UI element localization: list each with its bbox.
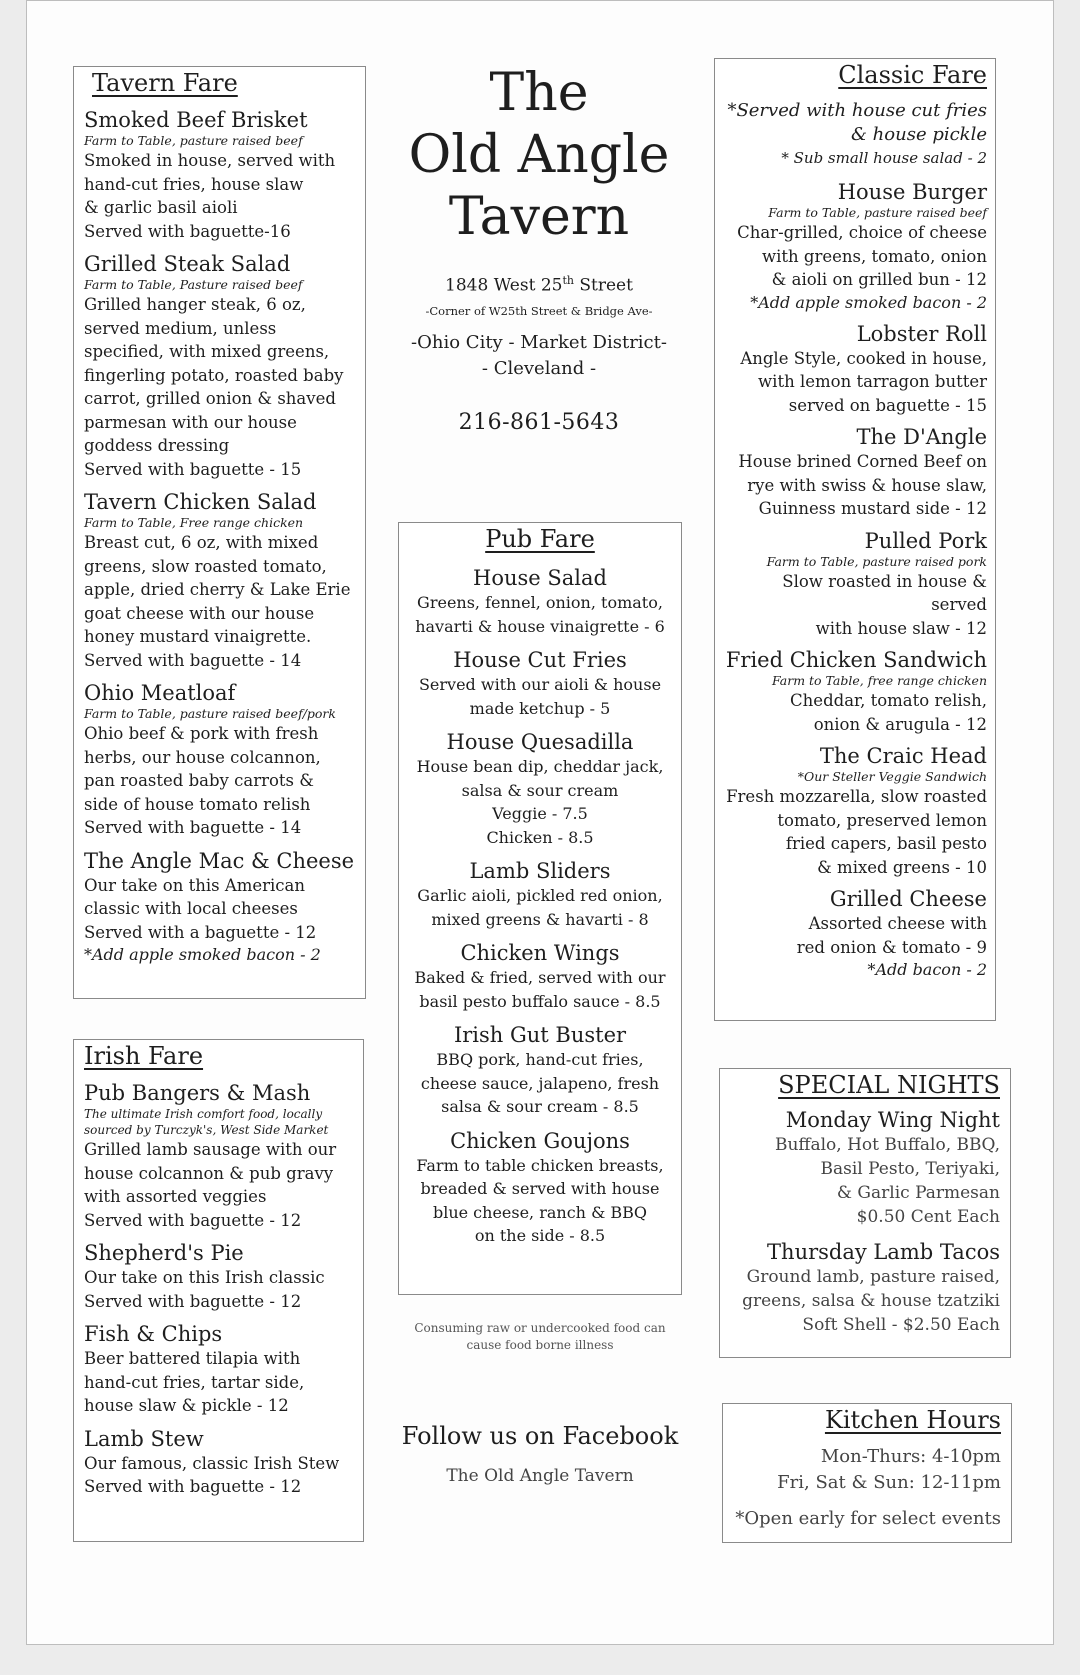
menu-item	[723, 647, 987, 736]
menu-item	[730, 1107, 1000, 1229]
classic-fare-section	[714, 58, 996, 1021]
item-name: Thursday Lamb Tacos	[767, 1240, 1000, 1264]
tavern-name-line: Old Angle	[408, 125, 670, 185]
item-name: The Angle Mac & Cheese	[84, 848, 355, 873]
item-name: Pulled Pork	[864, 528, 987, 553]
item-name: Lamb Stew	[84, 1426, 204, 1451]
tavern-name-line: Tavern	[448, 187, 630, 247]
tavern-heading	[394, 62, 684, 435]
facebook-follow	[398, 1422, 682, 1486]
item-description: Greens, fennel, onion, tomato, havarti & house vinaigrette - 6	[415, 593, 665, 636]
item-description: Our take on this Irish classic Served with baguette - 12	[84, 1268, 325, 1311]
tavern-fare-items	[84, 107, 355, 966]
item-name: Irish Gut Buster	[453, 1023, 627, 1047]
warning-text: Consuming raw or undercooked food can cause food borne illness	[414, 1321, 666, 1352]
item-description: Smoked in house, served with hand-cut fries, house slaw & garlic basil aioli Served with baguette-16	[84, 151, 336, 241]
item-name: Fish & Chips	[84, 1322, 223, 1346]
menu-item	[407, 647, 673, 720]
item-description: Buffalo, Hot Buffalo, BBQ, Basil Pesto, Teriyaki, & Garlic Parmesan $0.50 Cent Each	[774, 1135, 1000, 1227]
menu-item	[407, 565, 673, 638]
item-description: BBQ pork, hand-cut fries, cheese sauce, jalapeno, fresh salsa & sour cream - 8.5	[420, 1050, 660, 1116]
item-name: The D'Angle	[856, 425, 987, 449]
item-name: Smoked Beef Brisket	[84, 108, 308, 132]
section-title: SPECIAL NIGHTS	[778, 1071, 1000, 1099]
item-description: Ohio beef & pork with fresh herbs, our house colcannon, pan roasted baby carrots & side of house tomato relish Served with baguette - 14	[84, 724, 321, 837]
item-name: Shepherd's Pie	[84, 1241, 244, 1265]
menu-item	[84, 1321, 353, 1418]
menu-item	[723, 743, 987, 879]
pub-fare-items	[407, 565, 673, 1248]
item-addon: *Add apple smoked bacon - 2	[84, 945, 321, 964]
tavern-name-line: The	[489, 63, 589, 123]
follow-page-name: The Old Angle Tavern	[446, 1466, 634, 1486]
address-suffix: th	[562, 274, 574, 287]
item-name: Grilled Steak Salad	[84, 252, 291, 276]
item-name: Lamb Sliders	[469, 859, 611, 883]
tavern-fare-section	[73, 66, 366, 999]
item-addon: *Add apple smoked bacon - 2	[750, 292, 987, 312]
hours-weekend: Fri, Sat & Sun: 12-11pm	[777, 1472, 1001, 1493]
item-description: Baked & fried, served with our basil pesto buffalo sauce - 8.5	[414, 968, 666, 1011]
menu-item	[730, 1239, 1000, 1337]
item-name: Pub Bangers & Mash	[84, 1081, 311, 1105]
item-name: House Cut Fries	[453, 648, 627, 672]
classic-fare-items	[723, 179, 987, 981]
section-title: Pub Fare	[485, 525, 595, 553]
special-nights-items	[730, 1107, 1000, 1337]
section-title: Irish Fare	[84, 1042, 204, 1070]
follow-heading: Follow us on Facebook	[401, 1422, 679, 1450]
menu-item	[723, 424, 987, 521]
section-title: Kitchen Hours	[824, 1406, 1001, 1434]
item-name: Tavern Chicken Salad	[84, 490, 317, 514]
item-note: Farm to Table, pasture raised pork	[766, 553, 987, 569]
item-description: Our take on this American classic with local cheeses Served with a baguette - 12	[84, 875, 317, 942]
item-description: Grilled lamb sausage with our house colcannon & pub gravy with assorted veggies Served with baguette - 12	[84, 1140, 337, 1230]
city-line: - Cleveland -	[481, 357, 597, 379]
item-name: Chicken Goujons	[450, 1128, 630, 1153]
menu-item	[723, 321, 987, 418]
district-line: -Ohio City - Market District-	[411, 331, 667, 353]
kitchen-hours-section	[722, 1403, 1012, 1543]
item-description: Garlic aioli, pickled red onion, mixed greens & havarti - 8	[417, 886, 663, 929]
menu-item	[84, 1080, 353, 1232]
irish-fare-section	[73, 1039, 364, 1542]
item-name: House Salad	[473, 566, 607, 590]
item-name: Chicken Wings	[460, 941, 620, 965]
phone-number: 216-861-5643	[458, 409, 620, 435]
menu-item	[84, 1426, 353, 1499]
item-name: House Quesadilla	[446, 730, 634, 754]
hours-note: *Open early for select events	[735, 1508, 1001, 1529]
item-note: Farm to Table, Pasture raised beef	[84, 277, 303, 292]
item-note: Farm to Table, pasture raised beef	[84, 133, 303, 148]
section-title: Classic Fare	[838, 61, 987, 89]
menu-item	[723, 179, 987, 314]
item-note: The ultimate Irish comfort food, locally sourced by Turczyk's, West Side Market	[84, 1107, 329, 1137]
menu-item	[84, 251, 355, 481]
item-description: Served with our aioli & house made ketchup - 5	[418, 675, 662, 718]
pub-fare-section	[398, 522, 682, 1295]
menu-item	[84, 489, 355, 672]
item-description: Angle Style, cooked in house, with lemon tarragon butter served on baguette - 15	[740, 348, 987, 415]
food-safety-warning	[398, 1320, 682, 1354]
item-name: Grilled Cheese	[829, 887, 987, 911]
item-note: Farm to Table, Free range chicken	[84, 515, 304, 530]
item-description: Fresh mozzarella, slow roasted tomato, preserved lemon fried capers, basil pesto & mixed greens - 10	[726, 787, 987, 877]
corner-note: -Corner of W25th Street & Bridge Ave-	[425, 303, 653, 318]
sub-salad-note: * Sub small house salad - 2	[781, 149, 987, 167]
address-street: Street	[573, 275, 633, 296]
item-description: Grilled hanger steak, 6 oz, served medium, unless specified, with mixed greens, fingerling potato, roasted baby carrot, grilled onion & shaved parmesan with our house goddess dressing Served with baguette - 15	[84, 295, 344, 479]
menu-item	[407, 858, 673, 931]
item-description: Breast cut, 6 oz, with mixed greens, slow roasted tomato, apple, dried cherry & Lake Erie goat cheese with our house honey mustard vinaigrette. Served with baguette - 14	[84, 533, 351, 670]
item-addon: *Add bacon - 2	[867, 960, 987, 979]
item-description: Char-grilled, choice of cheese with greens, tomato, onion & aioli on grilled bun - 12	[737, 223, 987, 289]
menu-item	[407, 940, 673, 1013]
item-description: Beer battered tilapia with hand-cut fries, tartar side, house slaw & pickle - 12	[84, 1349, 305, 1415]
item-note: Farm to Table, free range chicken	[771, 673, 987, 688]
item-name: Lobster Roll	[856, 321, 987, 346]
hours-weekday: Mon-Thurs: 4-10pm	[820, 1446, 1001, 1467]
item-description: Cheddar, tomato relish, onion & arugula - 12	[790, 691, 987, 734]
irish-fare-items	[84, 1080, 353, 1499]
menu-item	[407, 729, 673, 849]
menu-item	[84, 848, 355, 967]
menu-item	[723, 528, 987, 641]
item-name: Ohio Meatloaf	[84, 681, 236, 705]
address-number: 1848 West 25	[445, 275, 563, 296]
served-with-note: *Served with house cut fries & house pickle	[727, 100, 987, 145]
section-title: Tavern Fare	[92, 69, 238, 97]
street-address	[394, 274, 684, 296]
menu-item	[84, 107, 355, 243]
menu-item	[84, 1240, 353, 1313]
item-name: House Burger	[837, 180, 987, 204]
item-note: *Our Steller Veggie Sandwich	[797, 769, 987, 784]
item-description: House bean dip, cheddar jack, salsa & sour cream Veggie - 7.5 Chicken - 8.5	[416, 757, 664, 847]
item-description: Assorted cheese with red onion & tomato - 9	[796, 914, 987, 957]
item-name: Fried Chicken Sandwich	[725, 648, 987, 672]
item-description: Slow roasted in house & served with house slaw - 12	[782, 571, 987, 638]
item-description: Our famous, classic Irish Stew Served with baguette - 12	[84, 1453, 340, 1496]
menu-item	[407, 1128, 673, 1248]
item-description: Farm to table chicken breasts, breaded & served with house blue cheese, ranch & BBQ on the side - 8.5	[416, 1155, 664, 1245]
menu-item	[407, 1022, 673, 1119]
menu-item	[84, 680, 355, 840]
item-description: Ground lamb, pasture raised, greens, salsa & house tzatziki Soft Shell - $2.50 Each	[742, 1267, 1000, 1335]
item-description: House brined Corned Beef on rye with swiss & house slaw, Guinness mustard side - 12	[738, 452, 987, 518]
item-note: Farm to Table, pasture raised beef/pork	[84, 706, 336, 721]
special-nights-section	[719, 1068, 1011, 1358]
item-name: The Craic Head	[819, 744, 987, 768]
item-note: Farm to Table, pasture raised beef	[768, 205, 987, 220]
menu-item	[723, 886, 987, 981]
item-name: Monday Wing Night	[785, 1108, 1000, 1132]
